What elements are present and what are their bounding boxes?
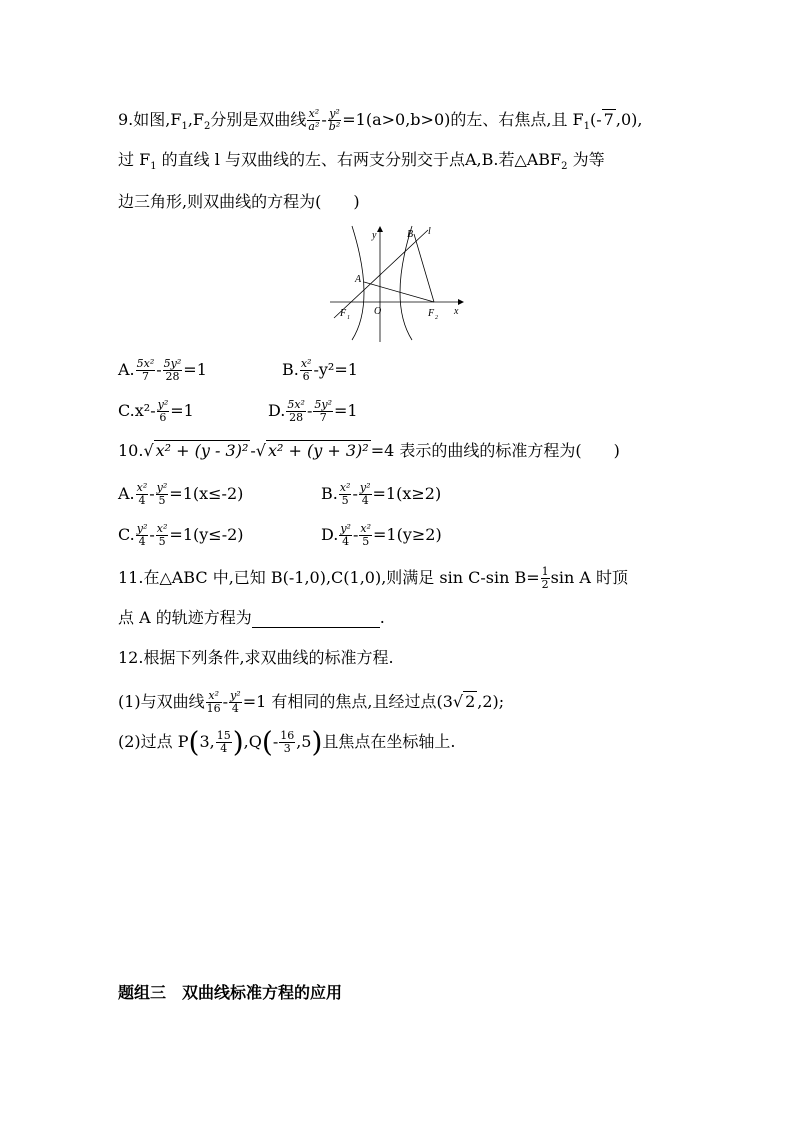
label-F2: F: [428, 308, 435, 319]
label-A: A: [355, 274, 362, 285]
frac-x2-a2: $\frac{\text{x²}}{\text{a²}}$: [308, 107, 320, 133]
label-y: y: [372, 230, 377, 241]
q9-line2: 过 $F_1$ 的直线 l 与双曲线的左、右两支分别交于点A,B.若$\triangle ABF_2$ 为等: [118, 150, 605, 173]
q10-option-d[interactable]: D. $\frac{\text{y²}}{4}$ - $\frac{\text{x²}}{5}$ =1(y≥2): [321, 522, 442, 548]
q12-part1: (1)与双曲线 $\frac{\text{x²}}{16}$ - $\frac{\text{y²}}{4}$ =1 有相同的焦点,且经过点(3√ 2 ,2);: [118, 689, 505, 715]
label-l: l: [428, 226, 431, 237]
q12-part2: (2)过点 P(3, $\frac{15}{4}$ ),Q(- $\frac{16}{3}$ ,5)且焦点在坐标轴上.: [118, 725, 456, 759]
q10-option-b[interactable]: B. $\frac{\text{x²}}{5}$ - $\frac{\text{y²}}{4}$ =1(x≥2): [321, 481, 442, 507]
y-axis-arrow: [377, 226, 383, 232]
q9-line3: 边三角形,则双曲线的方程为( ): [118, 192, 360, 211]
right-branch: [400, 226, 412, 340]
q9-line1: 9.如图$,F_1,F_2$分别是双曲线 $\frac{\text{x²}}{\text{a²}}$ - $\frac{\text{y²}}{\text{b²}}$ =1(a>0,b>0)的左、右焦点,且 $F_1(-$ 7 ,0),: [118, 107, 643, 133]
label-B: B: [407, 229, 414, 240]
section-heading: 题组三 双曲线标准方程的应用: [118, 983, 343, 1002]
q11-line1: 11.在△ABC 中,已知 B(-1,0),C(1,0),则满足 sin C-sin B= $\frac{1}{2}$ sin A 时顶: [118, 565, 629, 591]
label-F2-sub: 2: [435, 315, 438, 321]
frac-y2-b2: $\frac{\text{y²}}{\text{b²}}$: [328, 107, 341, 133]
side-AF2: [364, 282, 434, 302]
label-O: O: [374, 306, 382, 317]
q9-option-a[interactable]: A. $\frac{\text{5x²}}{7}$ - $\frac{\text{5y²}}{28}$ =1: [118, 357, 207, 383]
answer-blank[interactable]: [252, 611, 380, 628]
label-x: x: [454, 306, 459, 317]
q11-line2: 点 A 的轨迹方程为 .: [118, 608, 385, 627]
q10-stem: 10.√ x² + (y - 3)² -√ x² + (y + 3)² =4 表示的曲线的标准方程为( ): [118, 441, 620, 460]
q10-option-c[interactable]: C. $\frac{\text{y²}}{4}$ - $\frac{\text{x²}}{5}$ =1(y≤-2): [118, 522, 244, 548]
q9-option-d[interactable]: D. $\frac{\text{5x²}}{28}$ - $\frac{\text{5y²}}{7}$ =1: [268, 398, 358, 424]
x-axis-arrow: [458, 299, 464, 305]
q10-option-a[interactable]: A. $\frac{\text{x²}}{4}$ - $\frac{\text{y²}}{5}$ =1(x≤-2): [118, 481, 244, 507]
side-BF2: [414, 234, 434, 302]
q9-option-c[interactable]: C.x²- $\frac{\text{y²}}{6}$ =1: [118, 398, 194, 424]
q9-option-b[interactable]: B. $\frac{\text{x²}}{6}$ -y²=1: [282, 357, 358, 383]
label-F1: F: [340, 308, 347, 319]
hyperbola-figure: [328, 222, 468, 344]
label-F1-sub: 1: [347, 315, 350, 321]
q12-title: 12.根据下列条件,求双曲线的标准方程.: [118, 648, 394, 667]
line-l: [334, 230, 428, 318]
